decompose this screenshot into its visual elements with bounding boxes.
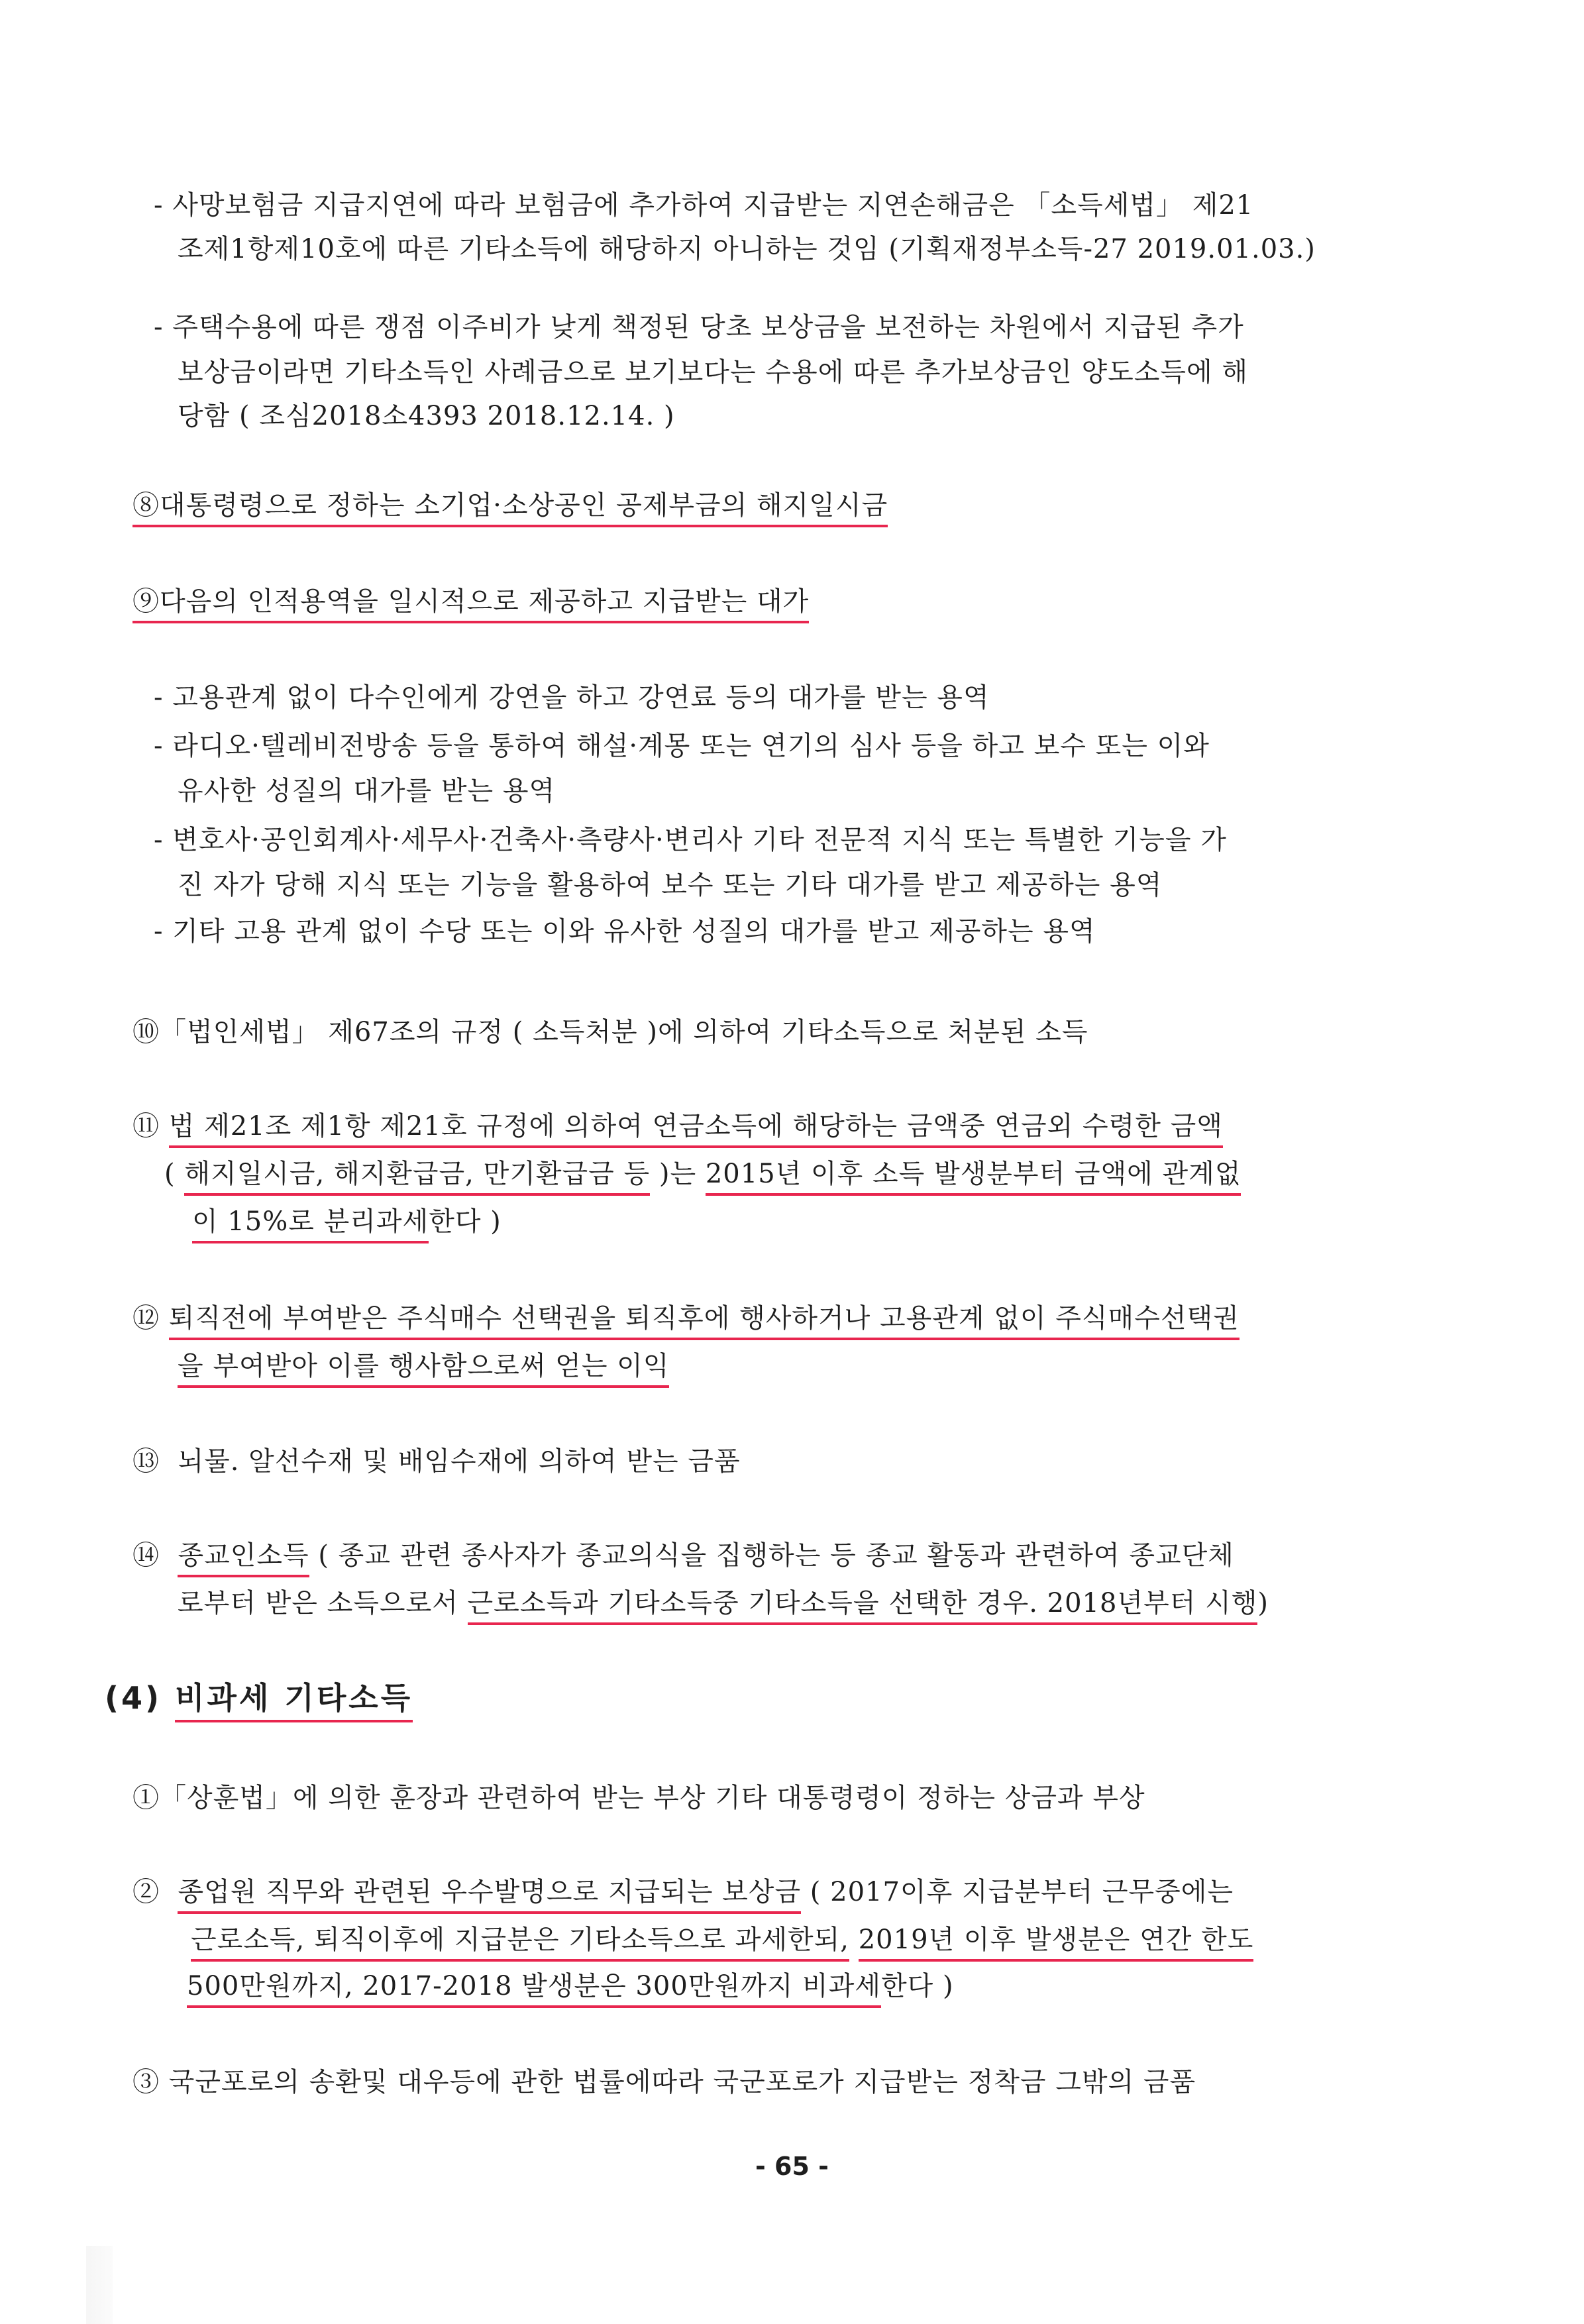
item-11-since-2015: 2015년 이후 소득 발생분부터 금액에 관계없 xyxy=(706,1159,1241,1196)
item-10: ⑩「법인세법」 제67조의 규정 ( 소득처분 )에 의하여 기타소득으로 처분된 소득 xyxy=(132,1017,1088,1047)
item-9-bullet-2: - 라디오·텔레비전방송 등을 통하여 해설·계몽 또는 연기의 심사 등을 하고 보수 또는 이와 xyxy=(154,731,1210,761)
item-13-number: ⑬ xyxy=(132,1446,160,1477)
item-11-line2 xyxy=(164,1155,1584,1192)
item-11-mid: )는 xyxy=(650,1159,706,1189)
nontax-item-2-invention-reward: 종업원 직무와 관련된 우수발명으로 지급되는 보상금 xyxy=(178,1877,801,1914)
item-11-paren-open: ( xyxy=(164,1159,185,1189)
section-4-title: 비과세 기타소득 xyxy=(175,1680,413,1722)
item-11-line1 xyxy=(132,1108,1584,1145)
item-9-bullet-2-cont: 유사한 성질의 대가를 받는 용역 xyxy=(178,776,556,806)
nontax-item-2-line3 xyxy=(187,1968,1584,2005)
ruling-note-2-line1: - 주택수용에 따른 쟁점 이주비가 낮게 책정된 당초 보상금을 보전하는 차원에서 지급된 추가 xyxy=(154,312,1244,343)
item-12-line1 xyxy=(132,1300,1584,1337)
item-14-number: ⑭ xyxy=(132,1540,160,1571)
item-8-text: ⑧대통령령으로 정하는 소기업·소상공인 공제부금의 해지일시금 xyxy=(132,490,888,527)
nontax-item-2-number: ② xyxy=(132,1877,160,1907)
item-14-line2 xyxy=(178,1585,1584,1622)
ruling-note-1-line1: - 사망보험금 지급지연에 따라 보험금에 추가하여 지급받는 지연손해금은 「소득세법」 제21 xyxy=(154,190,1254,221)
item-11-refund-types: 해지일시금, 해지환급금, 만기환급금 등 xyxy=(184,1159,650,1196)
item-14-line2-post: ) xyxy=(1257,1588,1269,1618)
nontax-item-3: ③ 국군포로의 송환및 대우등에 관한 법률에따라 국군포로가 지급받는 정착금 그밖의 금품 xyxy=(132,2067,1196,2097)
item-11-end: 한다 ) xyxy=(429,1206,502,1237)
scan-shadow xyxy=(86,2246,113,2324)
item-9-bullet-3-cont: 진 자가 당해 지식 또는 기능을 활용하여 보수 또는 기타 대가를 받고 제공하는 용역 xyxy=(178,870,1163,900)
item-9-bullet-3: - 변호사·공인회계사·세무사·건축사·측량사·변리사 기타 전문적 지식 또는 특별한 기능을 가 xyxy=(154,825,1227,855)
item-14-line2-pre: 로부터 받은 소득으로서 xyxy=(178,1588,468,1618)
item-12-line1-text: 퇴직전에 부여받은 주식매수 선택권을 퇴직후에 행사하거나 고용관계 없이 주식매수선택권 xyxy=(169,1303,1240,1340)
nontax-item-2-limits: 500만원까지, 2017-2018 발생분은 300만원까지 비과세 xyxy=(187,1971,881,2008)
item-9-text: ⑨다음의 인적용역을 일시적으로 제공하고 지급받는 대가 xyxy=(132,586,809,623)
item-9-bullet-1: - 고용관계 없이 다수인에게 강연을 하고 강연료 등의 대가를 받는 용역 xyxy=(154,682,990,713)
section-4-number: (4) xyxy=(105,1680,176,1716)
item-11-number: ⑪ xyxy=(132,1111,160,1141)
item-13-text: 뇌물. 알선수재 및 배임수재에 의하여 받는 금품 xyxy=(178,1446,741,1477)
item-14-selection-note: 근로소득과 기타소득중 기타소득을 선택한 경우. 2018년부터 시행 xyxy=(468,1588,1258,1625)
item-9 xyxy=(132,583,1584,620)
item-8 xyxy=(132,487,1584,524)
ruling-note-2-line3: 당함 ( 조심2018소4393 2018.12.14. ) xyxy=(178,401,675,431)
item-13 xyxy=(132,1443,1584,1480)
nontax-item-2-end: 한다 ) xyxy=(880,1971,954,2001)
item-12-line2-text: 을 부여받아 이를 행사함으로써 얻는 이익 xyxy=(178,1351,669,1388)
item-14-line1 xyxy=(132,1537,1584,1574)
nontax-item-2-line1 xyxy=(132,1874,1584,1911)
ruling-note-2-line2: 보상금이라면 기타소득인 사례금으로 보기보다는 수용에 따른 추가보상금인 양도소득에 해 xyxy=(178,357,1249,388)
item-12-line2 xyxy=(178,1347,1584,1385)
item-12-number: ⑫ xyxy=(132,1303,160,1334)
item-14-religious-income: 종교인소득 xyxy=(178,1540,309,1577)
item-11-line3 xyxy=(192,1203,1584,1240)
item-14-line1-rest: ( 종교 관련 종사자가 종교의식을 집행하는 등 종교 활동과 관련하여 종교단체 xyxy=(309,1540,1234,1571)
item-11-line1-text: 법 제21조 제1항 제21호 규정에 의하여 연금소득에 해당하는 금액중 연금외 수령한 금액 xyxy=(169,1111,1223,1148)
item-11-separate-tax: 이 15%로 분리과세 xyxy=(192,1206,429,1243)
nontax-item-2-line1-rest: ( 2017이후 지급분부터 근무중에는 xyxy=(801,1877,1234,1907)
nontax-item-2-taxation: 근로소득, 퇴직이후에 지급분은 기타소득으로 과세한되, xyxy=(191,1925,849,1962)
nontax-item-1: ①「상훈법」에 의한 훈장과 관련하여 받는 부상 기타 대통령령이 정하는 상금과 부상 xyxy=(132,1783,1145,1813)
page-number: - 65 - xyxy=(755,2152,829,2181)
nontax-item-2-annual-limit: 2019년 이후 발생분은 연간 한도 xyxy=(859,1925,1254,1962)
section-4-heading xyxy=(105,1679,1584,1717)
item-9-bullet-4: - 기타 고용 관계 없이 수당 또는 이와 유사한 성질의 대가를 받고 제공하는 용역 xyxy=(154,916,1096,947)
ruling-note-1-line2: 조제1항제10호에 따른 기타소득에 해당하지 아니하는 것임 (기획재정부소득-27 2019.01.03.) xyxy=(178,234,1316,264)
nontax-item-2-line2 xyxy=(191,1921,1584,1958)
